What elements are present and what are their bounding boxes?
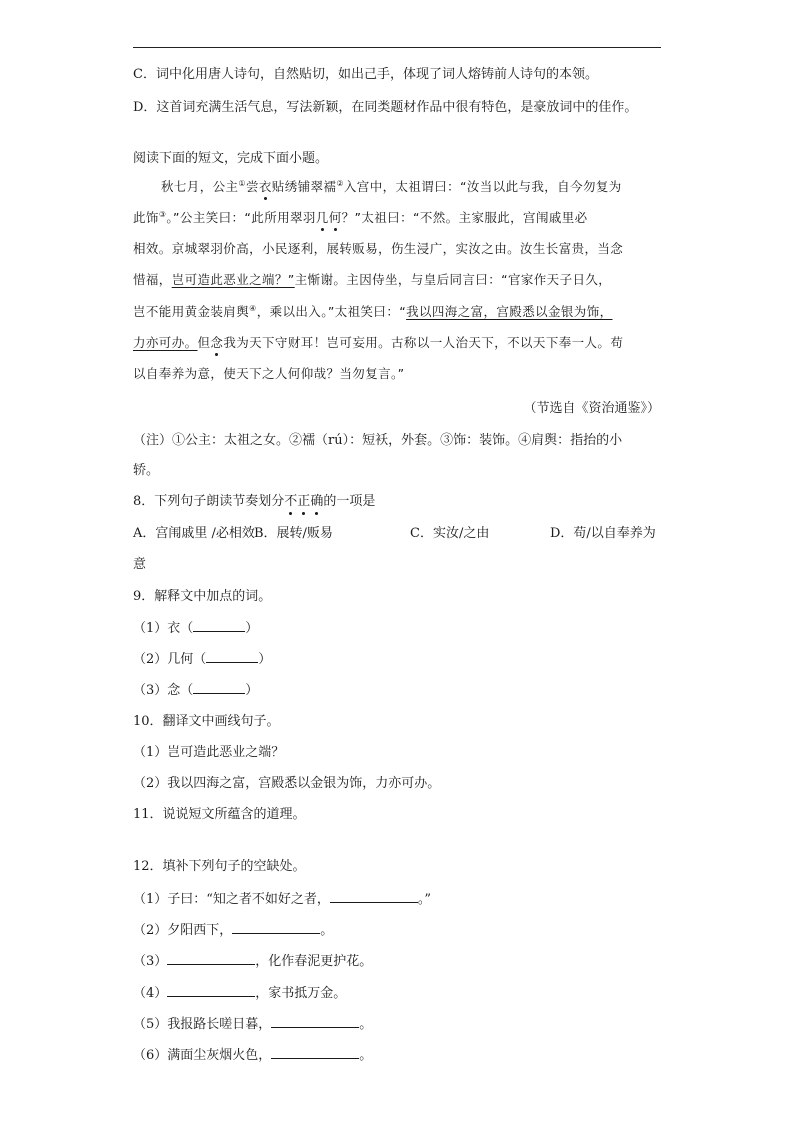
passage-line-1: 秋七月，公主①尝衣贴绣铺翠襦②入宫中，太祖谓曰：“汝当以此与我，自今勿复为: [161, 178, 622, 194]
question-12-item-5: （5）我报路长嗟日暮， 。: [133, 1017, 373, 1032]
passage-line-2: 此饰③。”公主笑曰：“此所用翠羽几何？”太祖曰：“不然。主家服此，宫闱戚里必: [133, 209, 588, 225]
notes-line-1: （注）①公主：太祖之女。②襦（rú）：短袄，外套。③饰：装饰。④肩舆：指抬的小: [133, 433, 623, 448]
underlined-sentence-2a: 我以四海之富，宫殿悉以金银为饰，: [406, 304, 613, 319]
question-11-stem: 11．说说短文所蕴含的道理。: [133, 807, 306, 822]
question-9-item-1: （1）衣（ ）: [133, 621, 259, 636]
passage-line-6: 力亦可办。但念我为天下守财耳！岂可妄用。古称以一人治天下，不以天下奉一人。苟: [133, 335, 624, 350]
question-12-item-4: （4） ，家书抵万金。: [133, 986, 347, 1001]
dotted-char-bu: 不: [284, 494, 298, 509]
question-9-item-2: （2）几何（ ）: [133, 652, 272, 667]
question-12-item-3: （3） ，化作春泥更护花。: [133, 954, 373, 969]
dotted-char-que: 确: [310, 494, 324, 509]
answer-blank[interactable]: [206, 650, 258, 663]
note-marker-1: ①: [238, 178, 246, 188]
reading-instruction: 阅读下面的短文，完成下面小题。: [133, 151, 329, 166]
dotted-word-nian: 念: [210, 335, 224, 350]
question-12-item-2: （2）夕阳西下， 。: [133, 923, 334, 938]
question-8-option-b: B．展转/贩易: [254, 526, 333, 541]
option-c: C．词中化用唐人诗句，自然贴切，如出己手，体现了词人熔铸前人诗句的本领。: [133, 67, 598, 82]
option-d: D．这首词充满生活气息，写法新颖，在同类题材作品中很有特色，是豪放词中的佳作。: [133, 100, 638, 115]
note-marker-3: ③: [158, 209, 167, 219]
question-8-option-c: C．实汝/之由: [410, 526, 490, 541]
passage-line-4: 惜福，岂可造此恶业之端？”主惭谢。主因侍坐，与皇后同言曰：“官家作天子日久，: [133, 272, 612, 287]
answer-blank[interactable]: [167, 952, 255, 965]
note-marker-4: ④: [249, 303, 257, 313]
question-9-item-3: （3）念（ ）: [133, 683, 259, 698]
question-10-item-2: （2）我以四海之富，宫殿悉以金银为饰，力亦可办。: [133, 776, 441, 791]
dotted-word-ji: 几: [315, 210, 329, 225]
question-12-item-1: （1）子曰：“知之者不如好之者， 。”: [133, 892, 432, 907]
question-10-item-1: （1）岂可造此恶业之端？: [133, 745, 285, 760]
underlined-sentence-2b: 力亦可办。: [133, 335, 198, 350]
question-8-option-d-cont: 意: [133, 557, 147, 572]
passage-line-5: 岂不能用黄金装肩舆④，乘以出入。”太祖笑曰：“我以四海之富，宫殿悉以金银为饰，: [133, 303, 613, 319]
underlined-sentence-1: 岂可造此恶业之端？”: [171, 272, 295, 287]
answer-blank[interactable]: [271, 1015, 359, 1028]
dotted-word-he: 何: [328, 210, 342, 225]
dotted-word-yi: 衣: [258, 179, 272, 194]
question-12-item-6: （6）满面尘灰烟火色， 。: [133, 1048, 373, 1063]
question-8-option-a: A．宫闱戚里 /必相效: [133, 526, 255, 541]
question-12-stem: 12．填补下列句子的空缺处。: [133, 859, 306, 874]
question-10-stem: 10．翻译文中画线句子。: [133, 714, 280, 729]
header-rule: [133, 47, 661, 48]
passage-source: （节选自《资治通鉴》）: [523, 401, 660, 416]
passage-line-7: 以自奉养为意，使天下之人何仰哉？当勿复言。”: [133, 366, 405, 381]
answer-blank[interactable]: [193, 681, 245, 694]
dotted-char-zheng: 正: [297, 494, 311, 509]
passage-line-3: 相效。京城翠羽价高，小民逐利，展转贩易，伤生浸广，实汝之由。汝生长富贵，当念: [133, 241, 624, 256]
question-8-stem: 8．下列句子朗读节奏划分不正确的一项是: [133, 494, 376, 509]
question-8-option-d: D．苟/以自奉养为: [550, 526, 656, 541]
answer-blank[interactable]: [167, 984, 255, 997]
note-marker-2: ②: [336, 178, 344, 188]
answer-blank[interactable]: [330, 890, 418, 903]
answer-blank[interactable]: [193, 619, 245, 632]
answer-blank[interactable]: [232, 921, 320, 934]
notes-line-2: 轿。: [133, 463, 160, 478]
question-9-stem: 9．解释文中加点的词。: [133, 589, 272, 604]
answer-blank[interactable]: [271, 1046, 359, 1059]
